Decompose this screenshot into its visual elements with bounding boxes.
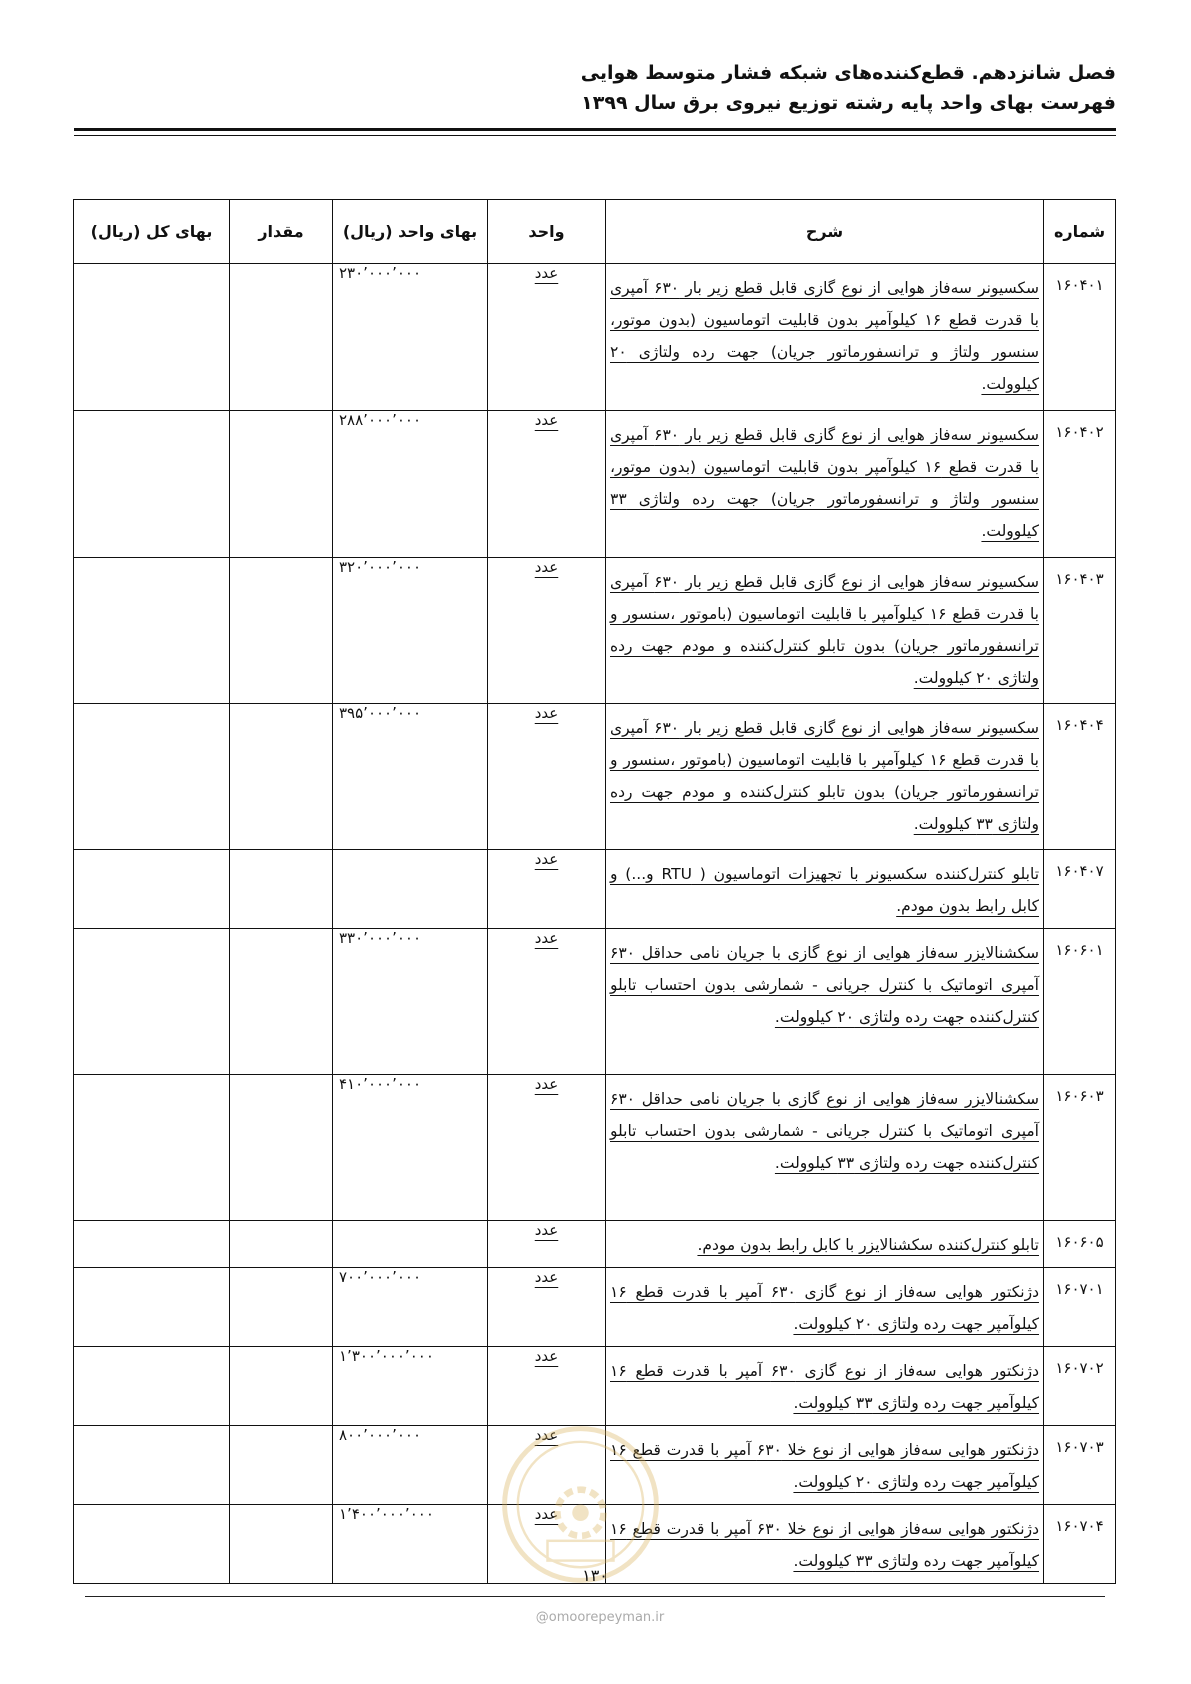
row-unit-cell	[488, 1075, 606, 1221]
row-description-text	[610, 712, 1039, 840]
header-unit: واحد	[488, 200, 606, 264]
row-description: دژنکتور هوایی سه‌فاز هوایی از نوع خلا ۶۳۰ آمپر با قدرت قطع ۱۶ کیلوآمپر جهت رده ولتاژی ۳۳ کیلوولت.	[610, 1520, 1039, 1570]
row-description-text	[610, 272, 1039, 400]
row-unit: عدد	[534, 1268, 559, 1286]
row-unit: عدد	[534, 264, 559, 282]
row-unit-price: ۴۱۰٬۰۰۰٬۰۰۰	[333, 1075, 488, 1221]
row-description-cell	[606, 1221, 1044, 1268]
row-unit-price	[333, 1221, 488, 1268]
row-unit-price	[333, 850, 488, 929]
row-number: ۱۶۰۶۰۳	[1044, 1075, 1116, 1221]
header-description: شرح	[606, 200, 1044, 264]
header-total-price: بهای کل (ریال)	[74, 200, 230, 264]
row-description-cell	[606, 264, 1044, 411]
row-number: ۱۶۰۶۰۵	[1044, 1221, 1116, 1268]
table-body	[74, 264, 1116, 1584]
row-quantity	[230, 1221, 333, 1268]
row-quantity	[230, 850, 333, 929]
row-description: سکسیونر سه‌فاز هوایی از نوع گازی قابل قطع زیر بار ۶۳۰ آمپری با قدرت قطع ۱۶ کیلوآمپر با قابلیت اتوماسیون (باموتور ،سنسور و ترانسفورماتور جریان) بدون تابلو کنترل‌کننده و مودم جهت رده ولتاژی ۳۳ کیلوولت.	[610, 719, 1039, 833]
row-unit: عدد	[534, 1505, 559, 1523]
row-unit-price: ۱٬۴۰۰٬۰۰۰٬۰۰۰	[333, 1505, 488, 1584]
row-description: سکسیونر سه‌فاز هوایی از نوع گازی قابل قطع زیر بار ۶۳۰ آمپری با قدرت قطع ۱۶ کیلوآمپر بدون قابلیت اتوماسیون (بدون موتور، سنسور ولتاژ و ترانسفورماتور جریان) جهت رده ولتاژی ۳۳ کیلوولت.	[610, 426, 1039, 540]
row-quantity	[230, 704, 333, 850]
row-description-cell	[606, 1075, 1044, 1221]
row-quantity	[230, 411, 333, 558]
row-description-text	[610, 858, 1039, 922]
row-description: سکشنالایزر سه‌فاز هوایی از نوع گازی با جریان نامی حداقل ۶۳۰ آمپری اتوماتیک با کنترل جریانی - شمارشی بدون احتساب تابلو کنترل‌کننده جهت رده ولتاژی ۳۳ کیلوولت.	[610, 1090, 1039, 1172]
row-unit-cell	[488, 1221, 606, 1268]
row-total-price	[74, 1268, 230, 1347]
row-unit-cell	[488, 264, 606, 411]
header-number: شماره	[1044, 200, 1116, 264]
row-description-text	[610, 1434, 1039, 1498]
document-subtitle: فهرست بهای واحد پایه رشته توزیع نیروی برق سال ۱۳۹۹	[581, 92, 1116, 114]
row-number: ۱۶۰۴۰۲	[1044, 411, 1116, 558]
row-description-cell	[606, 929, 1044, 1075]
row-description-text	[610, 937, 1039, 1033]
table-row	[74, 264, 1116, 411]
table-row	[74, 558, 1116, 704]
row-number: ۱۶۰۷۰۱	[1044, 1268, 1116, 1347]
row-description-text	[610, 1229, 1039, 1261]
row-description: دژنکتور هوایی سه‌فاز از نوع گازی ۶۳۰ آمپر با قدرت قطع ۱۶ کیلوآمپر جهت رده ولتاژی ۲۰ کیلوولت.	[610, 1283, 1039, 1333]
row-total-price	[74, 1075, 230, 1221]
row-unit: عدد	[534, 1426, 559, 1444]
footer-website: @omoorepeyman.ir	[535, 1610, 665, 1625]
row-total-price	[74, 1347, 230, 1426]
table-row	[74, 1268, 1116, 1347]
row-unit-cell	[488, 558, 606, 704]
row-description-cell	[606, 1426, 1044, 1505]
row-quantity	[230, 1268, 333, 1347]
row-description-text	[610, 1355, 1039, 1419]
row-total-price	[74, 929, 230, 1075]
row-description-cell	[606, 1505, 1044, 1584]
table-row	[74, 1347, 1116, 1426]
row-quantity	[230, 1075, 333, 1221]
row-description: تابلو کنترل‌کننده سکسیونر با تجهیزات اتوماسیون ( RTU و...) و کابل رابط بدون مودم.	[610, 865, 1040, 915]
row-unit-cell	[488, 411, 606, 558]
row-description: تابلو کنترل‌کننده سکشنالایزر با کابل رابط بدون مودم.	[697, 1236, 1039, 1254]
row-description-text	[610, 1276, 1039, 1340]
row-description: دژنکتور هوایی سه‌فاز از نوع گازی ۶۳۰ آمپر با قدرت قطع ۱۶ کیلوآمپر جهت رده ولتاژی ۳۳ کیلوولت.	[610, 1362, 1039, 1412]
row-quantity	[230, 1347, 333, 1426]
row-number: ۱۶۰۴۰۴	[1044, 704, 1116, 850]
row-description-text	[610, 1083, 1039, 1179]
price-table	[73, 199, 1116, 1584]
header-unit-price: بهای واحد (ریال)	[333, 200, 488, 264]
footer-rule	[85, 1596, 1105, 1597]
row-unit: عدد	[534, 1075, 559, 1093]
row-unit-price: ۱٬۳۰۰٬۰۰۰٬۰۰۰	[333, 1347, 488, 1426]
row-total-price	[74, 558, 230, 704]
table-row	[74, 1075, 1116, 1221]
row-unit-price: ۷۰۰٬۰۰۰٬۰۰۰	[333, 1268, 488, 1347]
chapter-title: فصل شانزدهم. قطع‌کننده‌های شبکه فشار متوسط هوایی	[580, 62, 1116, 84]
row-unit-price: ۳۲۰٬۰۰۰٬۰۰۰	[333, 558, 488, 704]
row-unit: عدد	[534, 411, 559, 429]
row-number: ۱۶۰۷۰۳	[1044, 1426, 1116, 1505]
row-unit-cell	[488, 1268, 606, 1347]
table-row	[74, 1221, 1116, 1268]
row-description-cell	[606, 850, 1044, 929]
row-quantity	[230, 929, 333, 1075]
row-unit: عدد	[534, 929, 559, 947]
row-quantity	[230, 1426, 333, 1505]
header-rule-thin	[74, 135, 1116, 136]
table-row	[74, 1426, 1116, 1505]
table-row	[74, 850, 1116, 929]
row-total-price	[74, 850, 230, 929]
row-unit-cell	[488, 1347, 606, 1426]
row-number: ۱۶۰۴۰۱	[1044, 264, 1116, 411]
row-number: ۱۶۰۶۰۱	[1044, 929, 1116, 1075]
row-number: ۱۶۰۷۰۲	[1044, 1347, 1116, 1426]
row-unit-cell	[488, 704, 606, 850]
row-description-text	[610, 566, 1039, 694]
row-unit: عدد	[534, 1221, 559, 1239]
row-description-cell	[606, 1268, 1044, 1347]
row-unit-cell	[488, 850, 606, 929]
row-description-cell	[606, 704, 1044, 850]
table-row	[74, 704, 1116, 850]
row-unit: عدد	[534, 558, 559, 576]
row-description-text	[610, 1513, 1039, 1577]
row-quantity	[230, 264, 333, 411]
row-total-price	[74, 1505, 230, 1584]
row-number: ۱۶۰۴۰۷	[1044, 850, 1116, 929]
row-unit-price: ۳۹۵٬۰۰۰٬۰۰۰	[333, 704, 488, 850]
table-row	[74, 411, 1116, 558]
row-unit: عدد	[534, 850, 559, 868]
row-unit: عدد	[534, 1347, 559, 1365]
row-unit-price: ۲۳۰٬۰۰۰٬۰۰۰	[333, 264, 488, 411]
row-quantity	[230, 558, 333, 704]
row-total-price	[74, 1221, 230, 1268]
header-quantity: مقدار	[230, 200, 333, 264]
row-description: سکسیونر سه‌فاز هوایی از نوع گازی قابل قطع زیر بار ۶۳۰ آمپری با قدرت قطع ۱۶ کیلوآمپر بدون قابلیت اتوماسیون (بدون موتور، سنسور ولتاژ و ترانسفورماتور جریان) جهت رده ولتاژی ۲۰ کیلوولت.	[610, 279, 1039, 393]
row-quantity	[230, 1505, 333, 1584]
row-total-price	[74, 411, 230, 558]
row-number: ۱۶۰۷۰۴	[1044, 1505, 1116, 1584]
row-description-text	[610, 419, 1039, 547]
row-description-cell	[606, 1347, 1044, 1426]
row-total-price	[74, 704, 230, 850]
header-rule-thick	[74, 128, 1116, 131]
row-unit-price: ۳۳۰٬۰۰۰٬۰۰۰	[333, 929, 488, 1075]
row-unit-price: ۲۸۸٬۰۰۰٬۰۰۰	[333, 411, 488, 558]
row-number: ۱۶۰۴۰۳	[1044, 558, 1116, 704]
page-header	[74, 58, 1116, 118]
row-description-cell	[606, 411, 1044, 558]
table-row	[74, 929, 1116, 1075]
row-unit-cell	[488, 929, 606, 1075]
row-total-price	[74, 264, 230, 411]
row-unit-cell	[488, 1426, 606, 1505]
page-number: ۱۳۰	[582, 1566, 608, 1585]
table-header-row	[74, 200, 1116, 264]
row-description: دژنکتور هوایی سه‌فاز هوایی از نوع خلا ۶۳۰ آمپر با قدرت قطع ۱۶ کیلوآمپر جهت رده ولتاژی ۲۰ کیلوولت.	[610, 1441, 1039, 1491]
row-description: سکشنالایزر سه‌فاز هوایی از نوع گازی با جریان نامی حداقل ۶۳۰ آمپری اتوماتیک با کنترل جریانی - شمارشی بدون احتساب تابلو کنترل‌کننده جهت رده ولتاژی ۲۰ کیلوولت.	[610, 944, 1039, 1026]
row-unit: عدد	[534, 704, 559, 722]
row-description-cell	[606, 558, 1044, 704]
row-total-price	[74, 1426, 230, 1505]
row-description: سکسیونر سه‌فاز هوایی از نوع گازی قابل قطع زیر بار ۶۳۰ آمپری با قدرت قطع ۱۶ کیلوآمپر با قابلیت اتوماسیون (باموتور ،سنسور و ترانسفورماتور جریان) بدون تابلو کنترل‌کننده و مودم جهت رده ولتاژی ۲۰ کیلوولت.	[610, 573, 1039, 687]
row-unit-price: ۸۰۰٬۰۰۰٬۰۰۰	[333, 1426, 488, 1505]
